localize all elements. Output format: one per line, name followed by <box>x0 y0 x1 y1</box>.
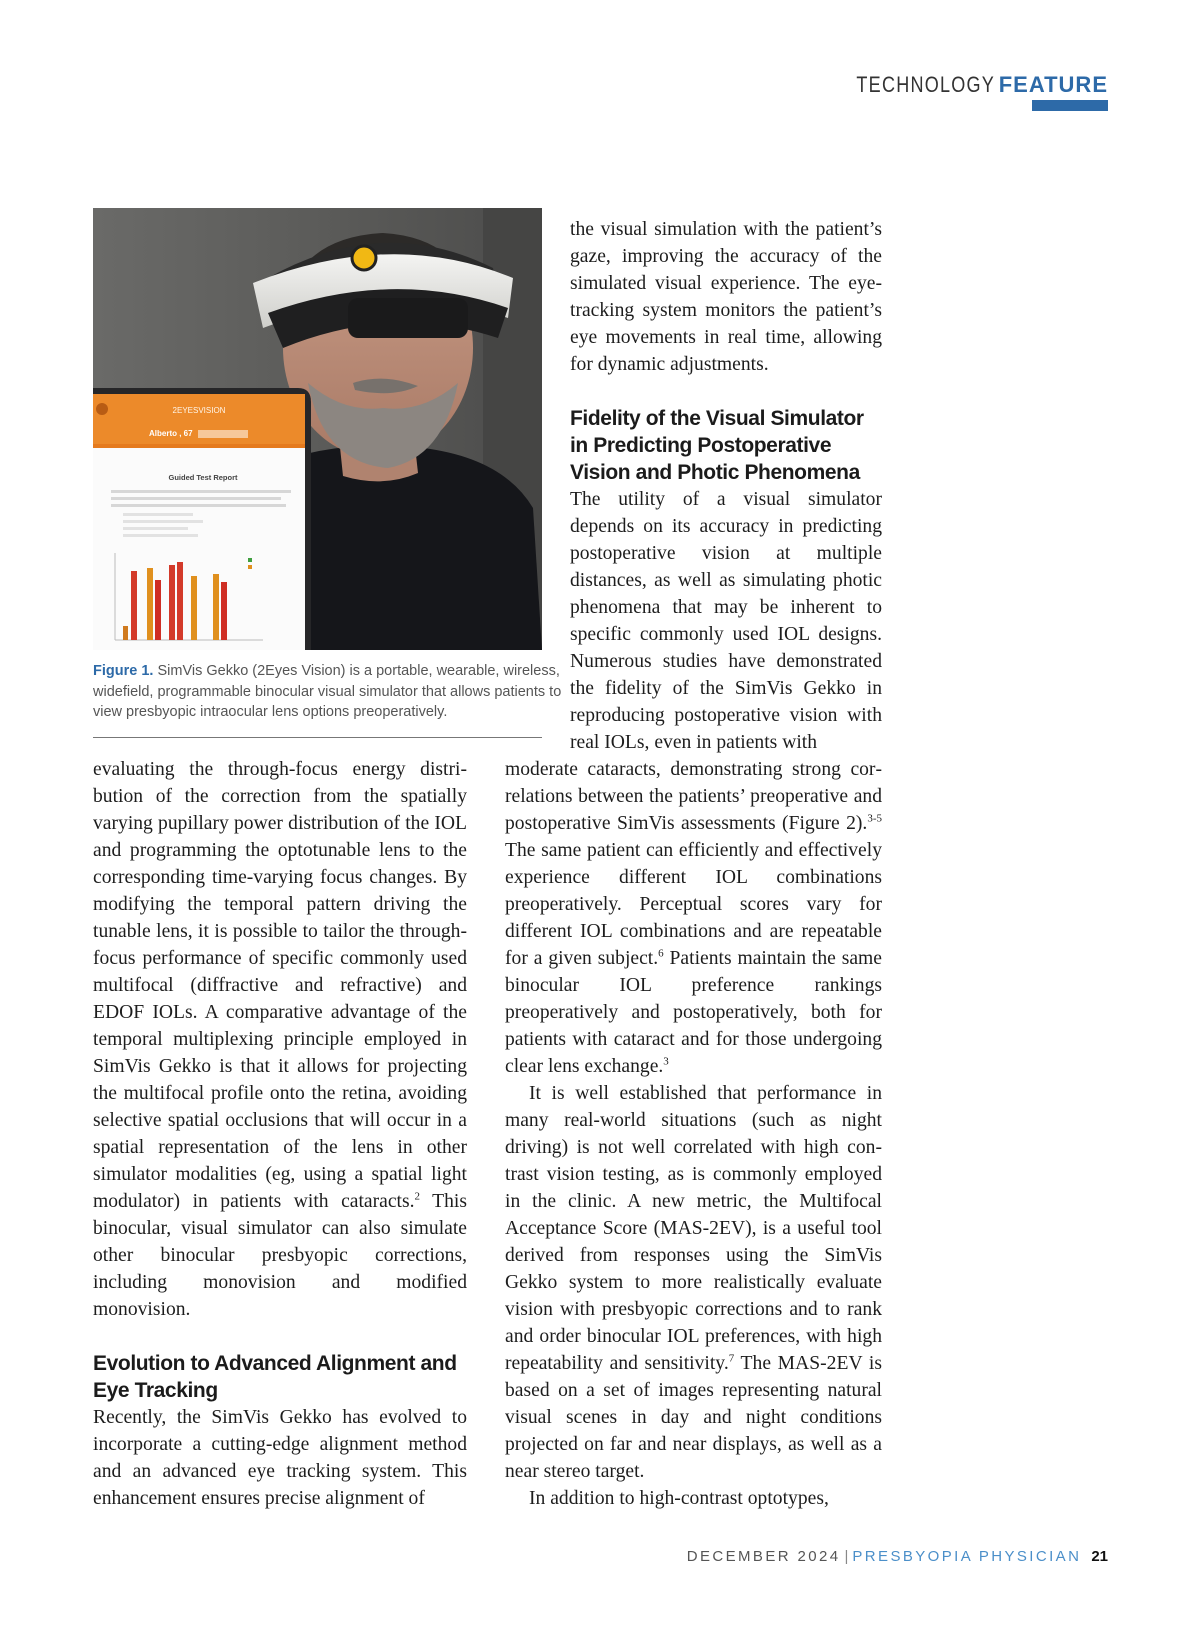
reference-marker: 3-5 <box>867 812 882 825</box>
section-heading-alignment: Evolution to Advanced Alignment and Eye Tracking <box>93 1352 457 1402</box>
paragraph: evaluating the through-focus energy distribution of the correction from the spatially varying pupillary power distribution of the IOL and programming the optotunable lens to the corresponding time-varying focus changes. By modifying the temporal pattern driving the tunable lens, it is possible to tailor the through-focus performance of specific commonly used multifocal (diffractive and refractive) and EDOF IOLs. A comparative advantage of the temporal multiplexing principle employed in SimVis Gekko is that it allows for projecting the multifocal profile onto the retina, avoiding selective spatial occlusions that will occur in a spatial representation of the lens in other simulator modalities (eg, using a spatial light modulator) in patients with cataracts.$^2$ This binocular, visual simulator can also simulate other binocular presbyopic corrections, including monovision and modified monovision. <box>93 759 467 1320</box>
reference-marker: 3 <box>663 1055 669 1068</box>
figure-caption-text: SimVis Gekko (2Eyes Vision) is a portable, wearable, wireless, widefield, programmable binocular visual simulator that allows patients to view presbyopic intraocular lens options preoperatively. <box>93 663 562 720</box>
paragraph: The utility of a visual simulator depends on its accuracy in predicting postoperative vision at multiple distances, as well as simulating photic phenomena that may be inherent to specific commonly used IOL designs. Numerous studies have demonstrated the fidelity of the SimVis Gekko in reproducing postoperative vision with real IOLs, even in patients with <box>570 489 882 753</box>
page-footer: DECEMBER 2024 | PRESBYOPIA PHYSICIAN 21 <box>686 1548 1108 1565</box>
reference-marker: 2 <box>414 1190 421 1203</box>
right-column-bottom <box>505 756 882 1512</box>
paragraph: Recently, the SimVis Gekko has evolved to incorporate a cutting-edge alignment method and an advanced eye tracking system. This enhancement ensures precise alignment of <box>93 1407 467 1509</box>
issue-date: DECEMBER 2024 <box>686 1548 841 1565</box>
photo-illustration <box>93 208 542 650</box>
header-accent-bar <box>1032 100 1108 111</box>
reference-marker: 7 <box>728 1352 735 1365</box>
paragraph: the visual simulation with the patient’s gaze, improving the accuracy of the simulated visual experience. The eye-tracking system monitors the patient’s eye movements in real time, allowing for dynamic adjustments. <box>570 219 882 375</box>
figure-1-photo <box>93 208 542 650</box>
section-header <box>826 72 1108 98</box>
section-heading-fidelity: Fidelity of the Visual Simulator in Predicting Postoperative Vision and Photic Phenomena <box>570 407 864 484</box>
right-column-top <box>570 216 882 756</box>
publication-name: PRESBYOPIA PHYSICIAN <box>852 1548 1082 1565</box>
screen-report-title: Guided Test Report <box>168 473 238 482</box>
section-label: TECHNOLOGY <box>856 72 995 97</box>
paragraph: In addition to high-contrast optotypes, <box>529 1488 829 1509</box>
screen-brand: 2EYESVISION <box>172 406 226 415</box>
caption-divider <box>93 737 542 738</box>
paragraph: It is well established that performance in many real-world situations (such as night driving) is not well correlated with high contrast vision testing, as is commonly employed in the clinic. A new metric, the Multifocal Acceptance Score (MAS-2EV), is a useful tool derived from responses using the SimVis Gekko system to more realistically evaluate vision with presbyopic corrections and to rank and order binocular IOL preferences, with high repeatability and sensitivity.$^7$ The MAS-2EV is based on a set of images representing natural visual scenes in day and night conditions projected on far and near displays, as well as a near stereo target. <box>505 1083 882 1482</box>
screen-patient: Alberto , 67 <box>149 429 193 438</box>
reference-marker: 6 <box>658 947 664 960</box>
paragraph: moderate cataracts, demonstrating strong correlations between the patients’ preoperative and postoperative SimVis assessments (Figure 2).$^{3-5}$ The same patient can efficiently and effectively experience different IOL combinations preoperatively. Perceptual scores vary for different IOL combinations and are repeatable for a given subject.$^6$ Patients maintain the same binocular IOL preference rankings preoperatively and postoperatively, both for patients with cataract and for those undergoing clear lens exchange.$^3$ <box>505 759 882 1077</box>
page-number: 21 <box>1091 1548 1108 1565</box>
left-column <box>93 756 467 1512</box>
feature-label: FEATURE <box>998 72 1108 97</box>
figure-1-caption <box>93 661 563 723</box>
figure-label: Figure 1. <box>93 663 154 679</box>
